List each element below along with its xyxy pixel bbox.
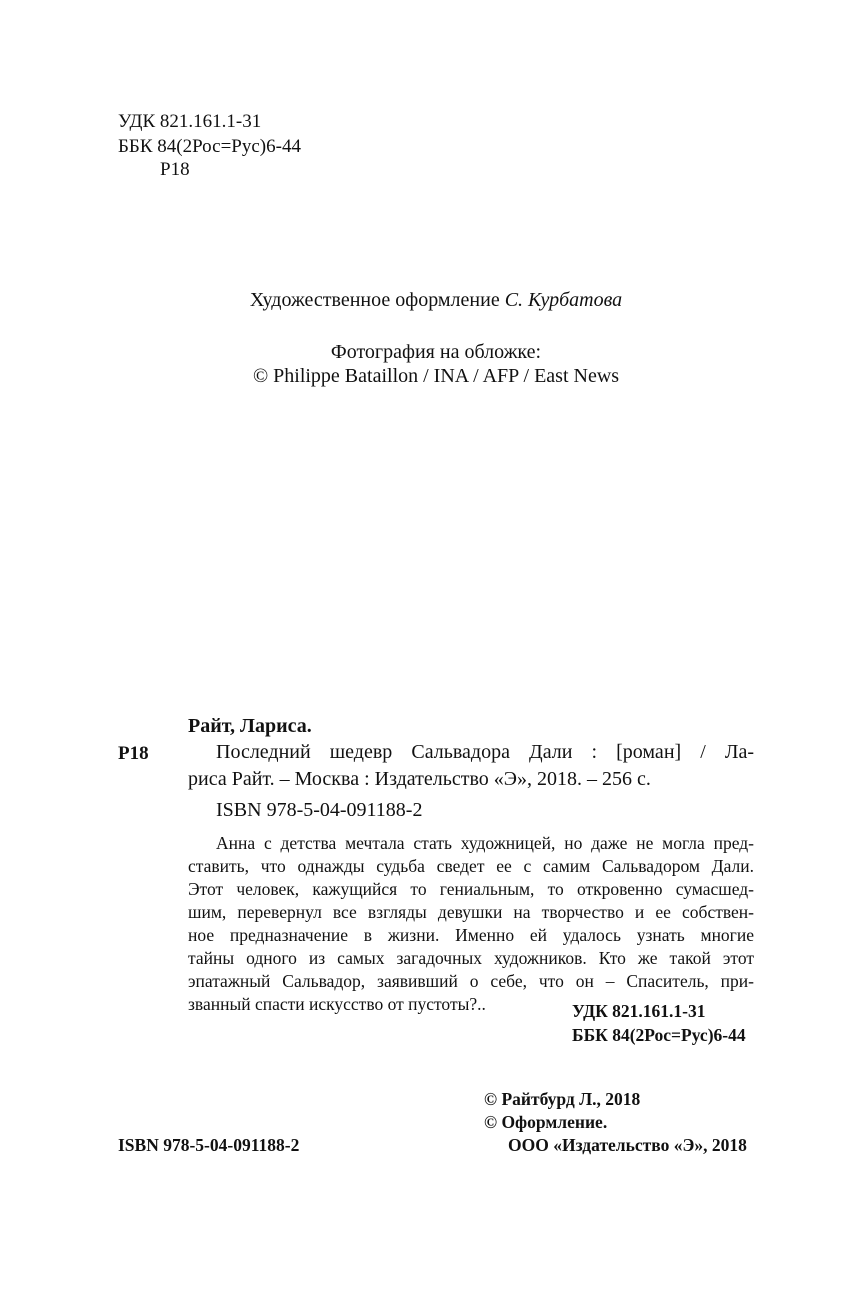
copyright-design: © Оформление.: [484, 1112, 608, 1132]
design-credit: [118, 288, 754, 312]
annotation-line: ставить, что однажды судьба сведет ее с самим Сальвадором Дали.: [188, 856, 754, 876]
annotation-line: Анна с детства мечтала стать художницей, но даже не могла пред-: [216, 833, 754, 853]
catalog-title-line-1: [216, 740, 754, 764]
author-mark: Р18: [160, 159, 190, 180]
catalog-line-1-text: Последний шедевр Сальвадора Дали : [роман] / Ла-: [216, 741, 754, 763]
cover-photo-credit: © Philippe Bataillon / INA / AFP / East News: [252, 365, 620, 387]
footer-isbn: ISBN 978-5-04-091188-2: [118, 1135, 300, 1155]
catalog-title-line-2: риса Райт. – Москва : Издательство «Э», 2018. – 256 с.: [188, 768, 651, 790]
design-credit-label: Художественное оформление: [249, 289, 500, 311]
annotation-bbk: ББК 84(2Рос=Рус)6-44: [572, 1025, 746, 1045]
annotation-line: шим, перевернул все взгляды девушки на творчество и ее собствен-: [188, 902, 754, 922]
annotation-line: тайны одного из самых загадочных художников. Кто же такой этот: [188, 948, 754, 968]
designer-name: С. Курбатова: [504, 289, 623, 311]
annotation-line: ное предназначение в жизни. Именно ей удалось узнать многие: [188, 925, 754, 945]
catalog-mark: Р18: [118, 743, 149, 764]
annotation-udk: УДК 821.161.1-31: [572, 1001, 706, 1021]
copyright-author: © Райтбурд Л., 2018: [484, 1089, 641, 1109]
cover-photo-label: Фотография на обложке:: [330, 341, 542, 363]
bbk-code: ББК 84(2Рос=Рус)6-44: [118, 136, 301, 157]
publisher-line: ООО «Издательство «Э», 2018: [508, 1135, 747, 1155]
catalog-author-heading: Райт, Лариса.: [188, 715, 312, 737]
catalog-isbn: ISBN 978-5-04-091188-2: [216, 799, 423, 821]
annotation-line: эпатажный Сальвадор, заявивший о себе, что он – Спаситель, при-: [188, 971, 754, 991]
annotation-line: званный спасти искусство от пустоты?..: [188, 994, 486, 1014]
udk-code: УДК 821.161.1-31: [118, 111, 262, 132]
annotation-line: Этот человек, кажущийся то гениальным, то откровенно сумасшед-: [188, 879, 754, 899]
annotation: [188, 832, 754, 1016]
